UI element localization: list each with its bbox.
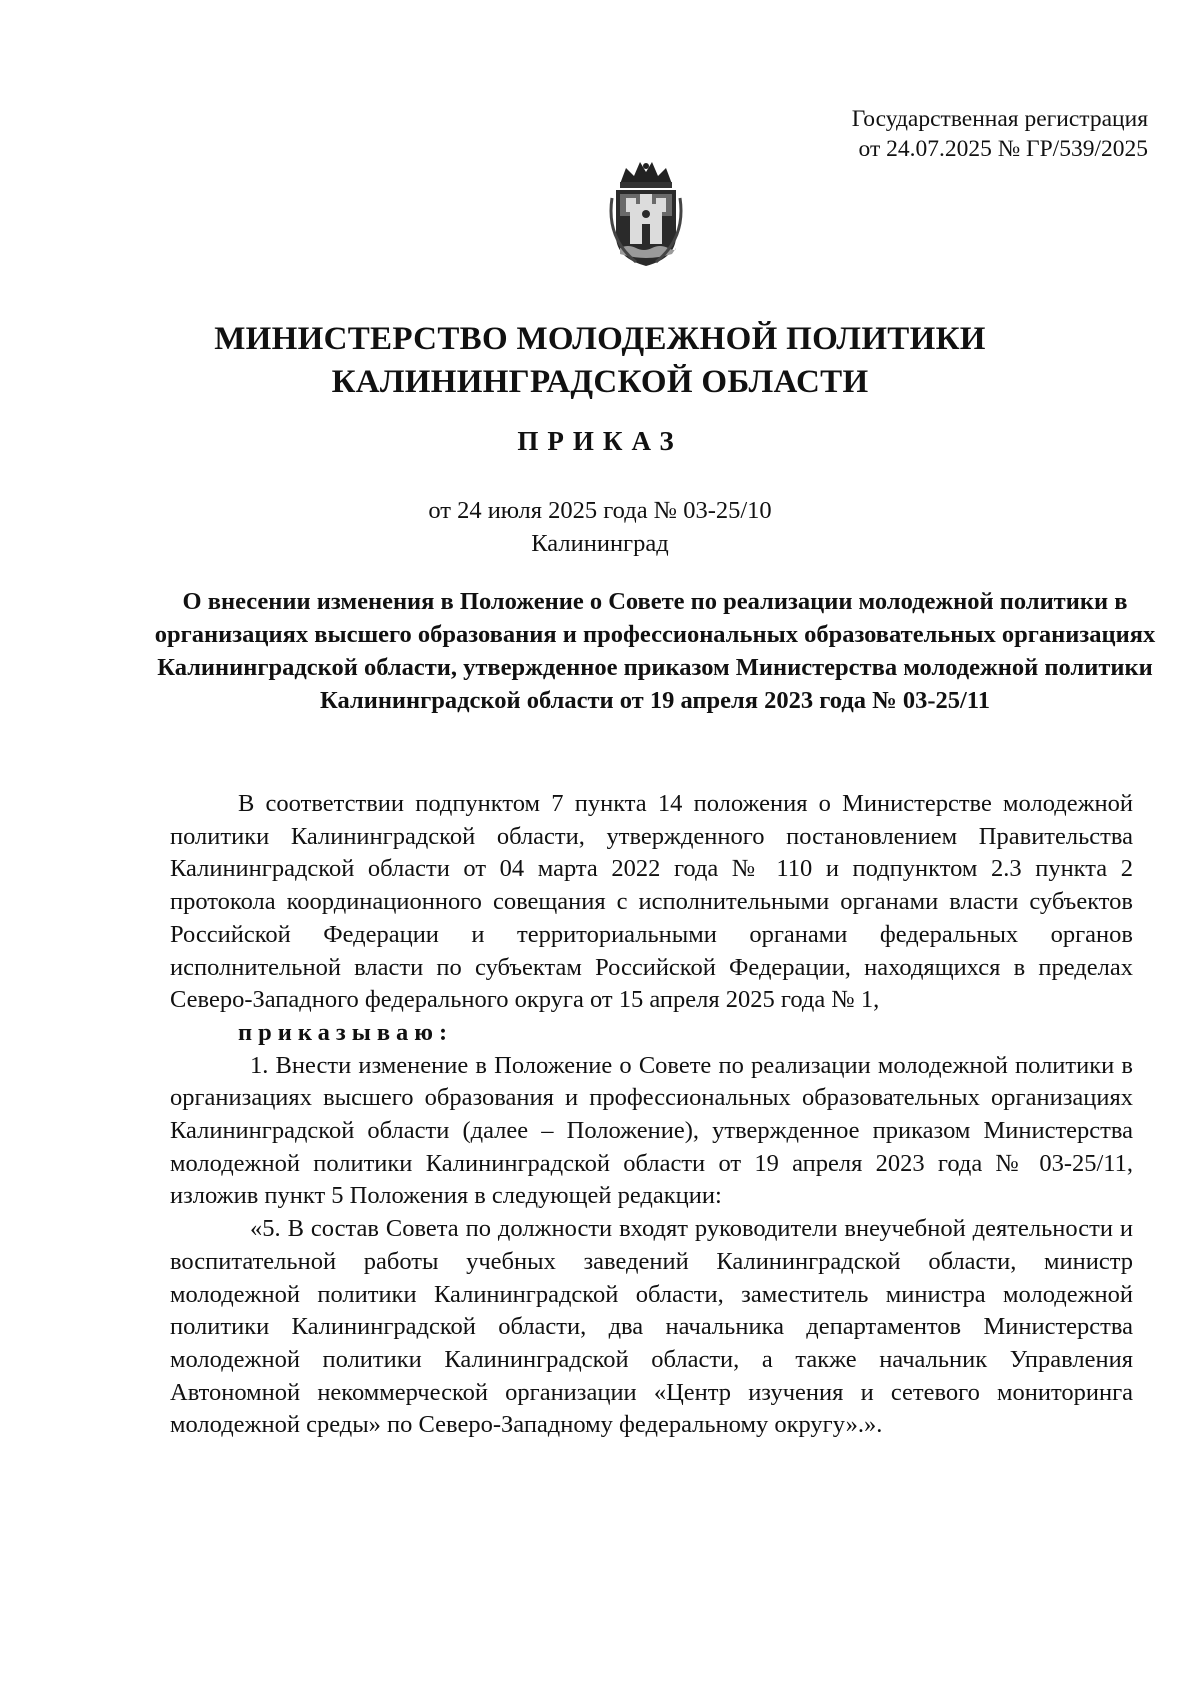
document-body (170, 788, 1133, 1442)
registration-line-2: от 24.07.2025 № ГР/539/2025 (858, 136, 1148, 162)
preamble-text: В соответствии подпунктом 7 пункта 14 положения о Министерстве молодежной политики Калининградской области, утвержденного постановлением Правительства Калининградской области от 04 марта 2022 года № 110 и подпунктом 2.3 пункта 2 протокола координационного совещания с исполнительными органами власти субъектов Российской Федерации и территориальными органами федеральных органов исполнительной власти по субъектам Российской Федерации, находящихся в пределах Северо-Западного федерального округа от 15 апреля 2025 года № 1, (170, 790, 1133, 1014)
ministry-name (0, 318, 1200, 404)
document-subject: О внесении изменения в Положение о Совете по реализации молодежной политики в организациях высшего образования и профессиональных образовательных организациях Калининградской области, утвержденное приказом Министерства молодежной политики Калининградской области от 19 апреля 2023 года № 03-25/11 (154, 588, 1156, 714)
date-and-place (0, 494, 1200, 560)
ministry-line-1: МИНИСТЕРСТВО МОЛОДЕЖНОЙ ПОЛИТИКИ (214, 321, 986, 357)
quoted-item-5-paragraph: «5. В состав Совета по должности входят руководители внеучебной деятельности и воспитательной работы учебных заведений Калининградской области, министр молодежной политики Калининградской области, заместитель министра молодежной политики Калининградской области, два начальника департаментов Министерства молодежной политики Калининградской области, а также начальник Управления Автономной некоммерческой организации «Центр изучения и сетевого мониторинга молодежной среды» по Северо-Западному федеральному округу».». (170, 1215, 1133, 1439)
coat-of-arms-icon (606, 158, 686, 270)
city: Калининград (531, 530, 669, 557)
orders-word: приказываю: (238, 1018, 454, 1046)
ministry-line-2: КАЛИНИНГРАДСКОЙ ОБЛАСТИ (331, 364, 869, 400)
item-1-paragraph: 1. Внести изменение в Положение о Совете по реализации молодежной политики в организациях высшего образования и профессиональных образовательных организациях Калининградской области (далее – Положение), утвержденное приказом Министерства молодежной политики Калининградской области от 19 апреля 2023 года № 03-25/11, изложив пункт 5 Положения в следующей редакции: (170, 1051, 1133, 1210)
registration-line-1: Государственная регистрация (851, 106, 1148, 132)
date-number: от 24 июля 2025 года № 03-25/10 (428, 497, 772, 524)
registration-stamp (852, 104, 1148, 164)
document-type: ПРИКАЗ (517, 426, 683, 456)
preamble-paragraph (170, 788, 1133, 1050)
